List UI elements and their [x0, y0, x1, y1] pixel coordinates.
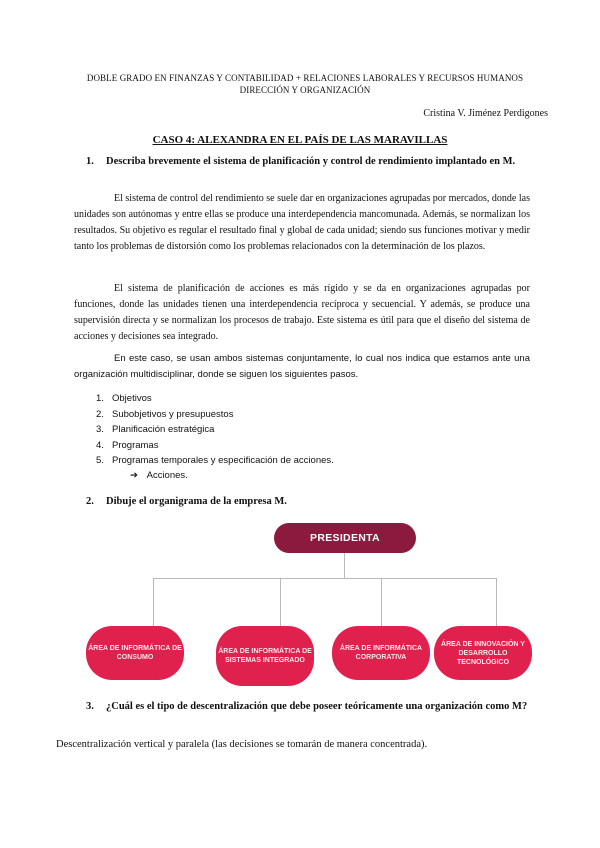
org-unit-consumo: ÁREA DE INFORMÁTICA DE CONSUMO — [86, 626, 184, 680]
question-2 — [86, 495, 530, 509]
org-unit-corporativa: ÁREA DE INFORMÁTICA CORPORATIVA — [332, 626, 430, 680]
arrow-icon: ➔ — [130, 470, 138, 481]
list-item: 4. Programas — [96, 439, 159, 451]
question-1 — [86, 155, 530, 169]
connector-line — [381, 578, 382, 626]
header-line-1: DOBLE GRADO EN FINANZAS Y CONTABILIDAD + RELACIONES LABORALES Y RECURSOS HUMANOS — [86, 73, 524, 83]
sub-item-label: Acciones. — [146, 470, 188, 481]
paragraph-2: El sistema de planificación de acciones es más rígido y se da en organizaciones agrupadas por funciones, donde las unidades tienen una interdependencia recíproca y secuencial. Y además, se produce una supervisión directa y se normalizan los procesos de trabajo. Este sistema es útil para que el diseño del sistema de acciones y decisiones sea integrado. — [74, 283, 530, 342]
question-3-number: 3. — [86, 701, 94, 712]
org-root-presidenta: PRESIDENTA — [274, 523, 416, 553]
sub-item — [130, 470, 188, 481]
list-item: 2. Subobjetivos y presupuestos — [96, 408, 234, 420]
case-title: CASO 4: ALEXANDRA EN EL PAÍS DE LAS MARAVILLAS — [152, 134, 448, 146]
document-header — [60, 72, 550, 96]
org-chart — [60, 520, 540, 690]
question-3 — [86, 700, 530, 714]
question-2-text: Dibuje el organigrama de la empresa M. — [106, 496, 287, 507]
connector-line — [496, 578, 497, 626]
list-item: 3. Planificación estratégica — [96, 424, 215, 435]
question-2-number: 2. — [86, 496, 94, 507]
connector-line — [344, 553, 345, 578]
paragraph-3: En este caso, se usan ambos sistemas conjuntamente, lo cual nos indica que estamos ante una organización multidisciplinar, donde se siguen los siguientes pasos. — [74, 353, 530, 380]
header-line-2: DIRECCIÓN Y ORGANIZACIÓN — [239, 85, 371, 95]
list-item: 1. Objetivos — [96, 393, 152, 404]
org-unit-sistemas-integrado: ÁREA DE INFORMÁTICA DE SISTEMAS INTEGRADO — [216, 626, 314, 686]
steps-list — [96, 391, 334, 469]
list-item: 5. Programas temporales y especificación de acciones. — [96, 455, 334, 466]
author-name: Cristina V. Jiménez Perdigones — [423, 108, 548, 119]
paragraph-1: El sistema de control del rendimiento se suele dar en organizaciones agrupadas por mercados, donde las unidades son autónomas y entre ellas se produce una interdependencia mancomunada. Además, se normalizan los resultados. Su objetivo es regular el resultado final y global de cada unidad; siendo sus funciones motivar y medir tanto los problemas de distorsión como los problemas relacionados con la determinación de los plazos. — [74, 193, 530, 252]
org-unit-innovacion: ÁREA DE INNOVACIÓN Y DESARROLLO TECNOLÓGICO — [434, 626, 532, 680]
question-3-text: ¿Cuál es el tipo de descentralización que debe poseer teóricamente una organización como M? — [106, 701, 528, 712]
connector-line — [153, 578, 154, 626]
connector-line — [153, 578, 496, 579]
question-1-number: 1. — [86, 156, 94, 167]
answer-3: Descentralización vertical y paralela (las decisiones se tomarán de manera concentrada). — [56, 739, 428, 750]
question-1-text: Describa brevemente el sistema de planificación y control de rendimiento implantado en M. — [106, 156, 516, 167]
connector-line — [280, 578, 281, 626]
